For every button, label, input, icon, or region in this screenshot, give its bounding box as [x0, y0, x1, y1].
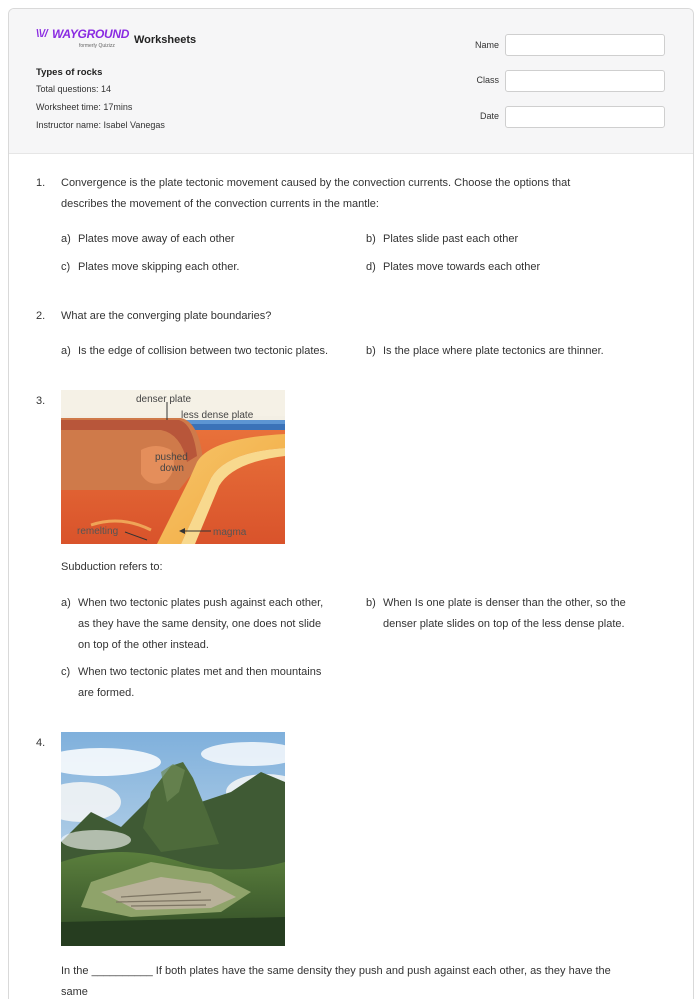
option-line: denser plate slides on top of the less dense plate.: [383, 618, 625, 630]
date-field[interactable]: [505, 106, 665, 128]
worksheet-page: [8, 8, 694, 999]
worksheet-title: Types of rocks: [36, 67, 103, 78]
option-label: a): [61, 597, 71, 609]
name-field[interactable]: [505, 34, 665, 56]
question-3-option-c[interactable]: [61, 662, 361, 704]
question-2-option-b[interactable]: [366, 341, 656, 362]
question-3-number: 3.: [36, 395, 46, 407]
label-pushed: pushed: [155, 452, 188, 463]
option-text: [78, 662, 321, 704]
mountain-photo-graphic: [61, 732, 285, 946]
date-label: Date: [479, 111, 499, 121]
question-1-line-1: Convergence is the plate tectonic movement caused by the convection currents. Choose the options that: [61, 177, 571, 189]
label-magma: magma: [213, 527, 247, 538]
question-1-number: 1.: [36, 177, 46, 189]
question-1-option-b[interactable]: [366, 229, 656, 250]
option-label: c): [61, 666, 71, 678]
option-line: are formed.: [78, 687, 135, 699]
option-text: Is the edge of collision between two tectonic plates.: [78, 345, 329, 357]
class-label: Class: [476, 75, 499, 85]
label-remelting: remelting: [77, 526, 119, 537]
option-text: Plates move towards each other: [383, 261, 541, 273]
instructor-name: Instructor name: Isabel Vanegas: [36, 120, 165, 130]
option-text: Plates slide past each other: [383, 233, 519, 245]
question-2-option-a[interactable]: [61, 341, 361, 362]
subduction-diagram-graphic: [61, 390, 285, 544]
option-text: [78, 593, 323, 656]
option-label: d): [366, 261, 376, 273]
question-1-text: [61, 173, 641, 215]
worksheet-header: [9, 9, 693, 154]
question-2-number: 2.: [36, 310, 46, 322]
worksheet-time: Worksheet time: 17mins: [36, 102, 133, 112]
question-4-line-2: same: [61, 986, 88, 998]
question-1-line-2: describes the movement of the convection currents in the mantle:: [61, 198, 379, 210]
question-2-text: What are the converging plate boundaries?: [61, 310, 272, 322]
option-label: c): [61, 261, 71, 273]
option-label: b): [366, 345, 376, 357]
option-line: When two tectonic plates met and then mountains: [78, 666, 322, 678]
question-4-number: 4.: [36, 737, 46, 749]
option-line: When Is one plate is denser than the other, so the: [383, 597, 626, 609]
subduction-diagram: [61, 390, 285, 544]
machu-picchu-photo: [61, 732, 285, 946]
class-field[interactable]: [505, 70, 665, 92]
label-less-dense-plate: less dense plate: [181, 410, 254, 421]
logo-mark-icon: \\//: [36, 28, 48, 40]
label-denser-plate: denser plate: [136, 394, 192, 405]
question-3-option-b[interactable]: [366, 593, 666, 635]
option-text: Is the place where plate tectonics are thinner.: [383, 345, 604, 357]
wayground-logo: [36, 27, 130, 53]
question-1-option-c[interactable]: [61, 257, 351, 278]
question-4-line-1: In the __________ If both plates have the same density they push and push against each other, as they have the: [61, 965, 611, 977]
option-label: b): [366, 597, 376, 609]
option-text: Plates move skipping each other.: [78, 261, 240, 273]
logo-text: WAYGROUND: [52, 27, 130, 41]
option-label: a): [61, 233, 71, 245]
option-label: b): [366, 233, 376, 245]
question-3-text: Subduction refers to:: [61, 561, 163, 573]
question-3-option-a[interactable]: [61, 593, 361, 656]
option-line: on top of the other instead.: [78, 639, 209, 651]
question-1-option-a[interactable]: [61, 229, 351, 250]
logo-subtitle: formerly Quizizz: [79, 43, 115, 49]
option-line: When two tectonic plates push against each other,: [78, 597, 324, 609]
option-text: Plates move away of each other: [78, 233, 235, 245]
label-down: down: [160, 463, 184, 474]
option-text: [383, 593, 626, 635]
option-label: a): [61, 345, 71, 357]
option-line: as they have the same density, one does not slide: [78, 618, 322, 630]
app-name: Worksheets: [134, 34, 197, 46]
question-1-option-d[interactable]: [366, 257, 656, 278]
question-4-text: [61, 961, 681, 999]
total-questions: Total questions: 14: [36, 84, 112, 94]
name-label: Name: [474, 40, 499, 50]
